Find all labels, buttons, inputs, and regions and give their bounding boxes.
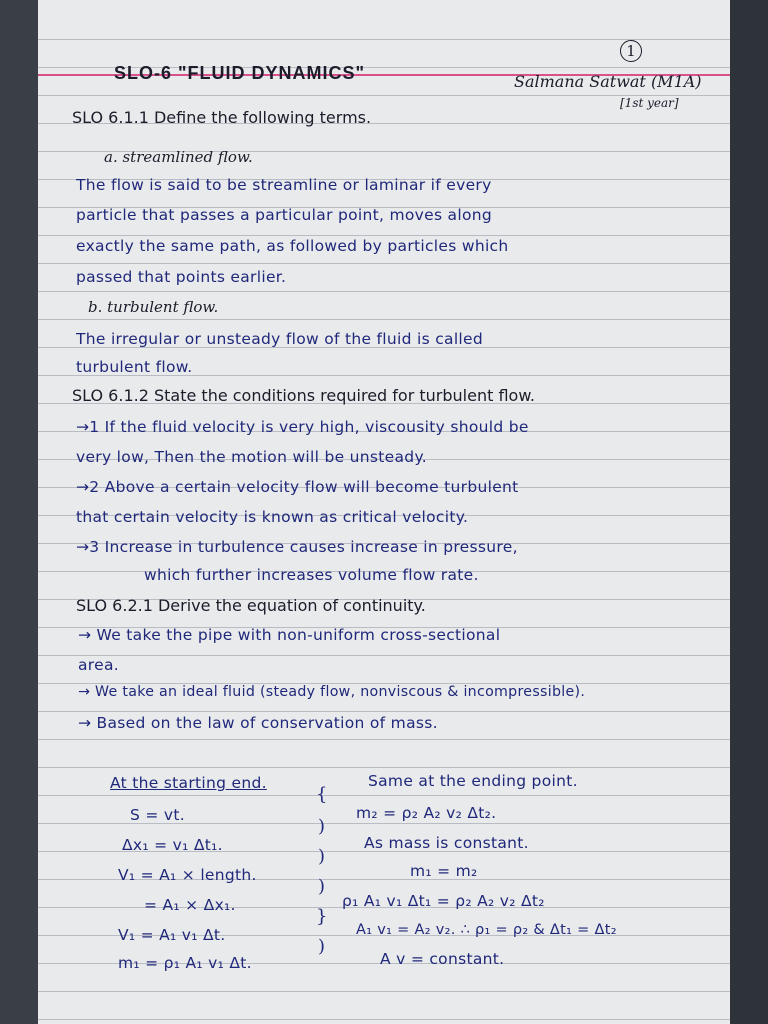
derivation-left-line: m₁ = ρ₁ A₁ v₁ Δt.: [118, 954, 252, 972]
text-line: → We take an ideal fluid (steady flow, nonviscous & incompressible).: [78, 684, 586, 700]
subheading-streamlined: a. streamlined flow.: [104, 148, 253, 166]
subheading-turbulent: b. turbulent flow.: [88, 298, 219, 316]
text-line: exactly the same path, as followed by particles which: [76, 237, 509, 255]
derivation-right-line: m₂ = ρ₂ A₂ v₂ Δt₂.: [356, 804, 497, 822]
derivation-right-line: As mass is constant.: [364, 834, 529, 852]
brace-divider: }: [316, 906, 328, 927]
text-line: which further increases volume flow rate.: [144, 566, 479, 584]
derivation-right-line: m₁ = m₂: [410, 862, 478, 880]
derivation-right-line: A₁ v₁ = A₂ v₂. ∴ ρ₁ = ρ₂ & Δt₁ = Δt₂: [356, 922, 617, 938]
text-line: very low, Then the motion will be unsteady.: [76, 448, 427, 466]
text-line: that certain velocity is known as critical velocity.: [76, 508, 469, 526]
slo-6-1-1-heading: SLO 6.1.1 Define the following terms.: [72, 108, 372, 127]
page-number: 1: [620, 40, 642, 62]
derivation-right-line: ρ₁ A₁ v₁ Δt₁ = ρ₂ A₂ v₂ Δt₂: [342, 892, 545, 910]
text-line: → Based on the law of conservation of mass.: [78, 714, 438, 732]
background-edge: [730, 0, 768, 1024]
text-line: area.: [78, 656, 119, 674]
brace-divider: ): [318, 816, 326, 837]
slo-6-1-2-heading: SLO 6.1.2 State the conditions required for turbulent flow.: [72, 386, 536, 405]
derivation-left-line: V₁ = A₁ v₁ Δt.: [118, 926, 226, 944]
brace-divider: ): [318, 876, 326, 897]
derivation-left-line: Δx₁ = v₁ Δt₁.: [122, 836, 223, 854]
derivation-left-line: V₁ = A₁ × length.: [118, 866, 257, 884]
text-line: →3 Increase in turbulence causes increase in pressure,: [76, 538, 518, 556]
text-line: →1 If the fluid velocity is very high, viscousity should be: [76, 418, 529, 436]
text-line: →2 Above a certain velocity flow will become turbulent: [76, 478, 519, 496]
notebook-page: [38, 0, 730, 1024]
brace-divider: ): [318, 846, 326, 867]
text-line: passed that points earlier.: [76, 268, 287, 286]
author-name: Salmana Satwat (M1A): [514, 72, 702, 91]
derivation-right-line: Same at the ending point.: [368, 772, 578, 790]
slo-6-2-1-heading: SLO 6.2.1 Derive the equation of continuity.: [76, 596, 426, 615]
text-line: turbulent flow.: [76, 358, 193, 376]
derivation-left-line: S = vt.: [130, 806, 185, 824]
brace-divider: {: [316, 784, 328, 805]
text-line: The irregular or unsteady flow of the fluid is called: [76, 330, 484, 348]
author-year: [1st year]: [620, 96, 679, 110]
text-line: → We take the pipe with non-uniform cross-sectional: [78, 626, 501, 644]
text-line: particle that passes a particular point, moves along: [76, 206, 493, 224]
derivation-left-line: = A₁ × Δx₁.: [144, 896, 236, 914]
derivation-left-line: At the starting end.: [110, 774, 267, 792]
brace-divider: ): [318, 936, 326, 957]
page-title: SLO-6 "FLUID DYNAMICS": [114, 63, 366, 83]
derivation-right-line: A v = constant.: [380, 950, 505, 968]
text-line: The flow is said to be streamline or laminar if every: [76, 176, 492, 194]
